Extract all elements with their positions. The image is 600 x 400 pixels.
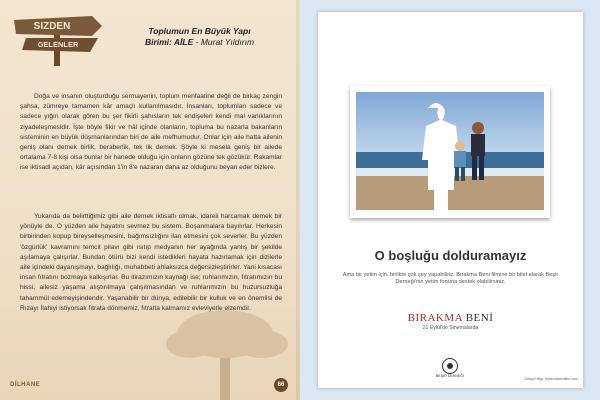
- signpost-top-text: SIZDEN: [33, 21, 71, 32]
- photo-frame: [350, 86, 550, 218]
- ad-headline: O boşluğu dolduramayız: [374, 248, 527, 263]
- article-paragraph-1: Doğa ve insanın oluşturduğu sermayenin, toplum menfaatine değil de birkaç zengin şahsa, zümreye tamamen kâr amaçlı kullanılmasıdır. İnsanları, toplumları sadece ve sadece yığın olarak gören bu şer fikirli şahısların tek endişeleri kendi mal varlıklarının ziyadeleşmesidir. İşte böyle fikir ve hâl içinde olanların, topluma bu nazarla bakanların sisteminin en büyük düşmanlarından biri de aile mefhumudur. Onlar için aile hatta ailenin geniş olanı demek birlik, beraberlik, tek lik demek. Şöyle ki mesela geniş bir ailede ortalama 7-8 kişi olsa bunlar bir hanede olduğu için onların gözüne tek gözükür. Rakamlar ise iktisadi açıdan, kâr açısından 1'in 8'e nazaran daha az olduğunu beyan eder bizlere.: [20, 93, 282, 172]
- dilhane-logo: DİLHANE: [10, 382, 41, 388]
- right-page: [300, 0, 600, 400]
- article-title: Toplumun En Büyük Yapı: [148, 26, 251, 36]
- film-title-part1: BIRAKMA: [407, 312, 463, 324]
- page-number: 66: [274, 378, 288, 392]
- beach-photo: [356, 92, 544, 210]
- ad-subtext: Ama bir yetim için, birlikte çok şey yapabiliriz. Bırakma Beni filmine bir bilet alarak Beşir Derneği'nin yetim fonuna destek olabilirsiniz.: [342, 272, 559, 286]
- signpost-bottom-text: GELENLER: [37, 40, 79, 49]
- ad-card: [318, 12, 583, 388]
- ad-url: Detaylı bilgi: birakmabenifilm.com: [524, 377, 578, 381]
- besir-logo-label: BEŞİR DERNEĞİ: [435, 374, 465, 378]
- besir-logo-icon: [442, 358, 458, 374]
- film-title: [318, 312, 583, 324]
- article-paragraph-2: Yukarıda da belirttiğimiz gibi aile demek iktisatlı olmak, idareli harcamak demek bir yönüyle de. O yüzden aile hayatını sevmez bu sistem. Boşanmalara bayılırlar. Herkesin birbirinden kopup bireyselleşmesini, bağımsızlığını ilan etmesini çok severler. Bu yüzden 'özgürlük' kavramını temcit pilavı gibi ısıtıp medyanın her ayağında yanlış bir şekilde aşılamaya çalışırlar. Bundan ötürü bizi kendi istedikleri hayata hazırlamak için dizilerle aile içindeki dayanışmayı, bağlılığı, muhabbeti ahlaksızca değersizleştirirler. Yani kısacası insan fıtratını bozmaya kalkışırlar. Bu itirazımızın kaynağı ise; ruhlarımızın, fıtratımızın bu hissi, ailesiz yaşama alıştırılmaya çalışılmasından ve ruhlarımızın bu huzursuzluğa tahammül edemeyişindendir. Yaşanabilir bir dünya, edilebilir bir kulluk ve en önemlisi de Rızayı İlahiyi istiyorsak fıtrata dönmemiz, fıtratta kalmamız evleviyetle elzemdir.: [20, 213, 282, 312]
- article-subtitle-prefix: Birimi: AİLE: [144, 37, 194, 47]
- signpost-logo: [12, 14, 104, 66]
- release-date: 21 Eylül'de Sinemalarda: [422, 325, 479, 331]
- article-header: [112, 26, 287, 48]
- article-subtitle: [112, 37, 287, 48]
- film-title-part2: BENİ: [465, 312, 494, 324]
- article-author: - Murat Yıldırım: [193, 37, 255, 47]
